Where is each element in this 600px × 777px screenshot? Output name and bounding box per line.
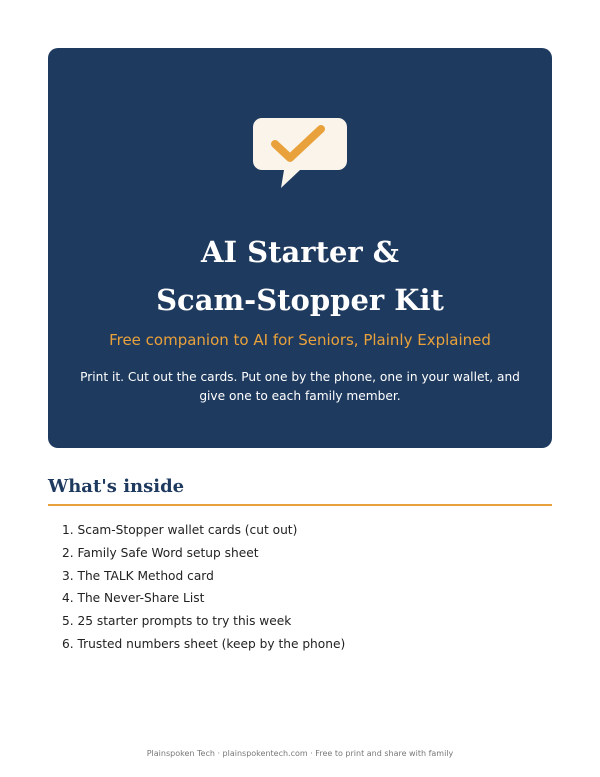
intro-text: Print it. Cut out the cards. Put one by the phone, one in your wallet, and give one to each family member. <box>80 370 520 403</box>
footer-text: Plainspoken Tech · plainspokentech.com · Free to print and share with family <box>146 749 454 758</box>
list-item: 1. Scam-Stopper wallet cards (cut out) <box>62 523 298 537</box>
page-subtitle: Free companion to AI for Seniors, Plainly Explained <box>109 331 491 349</box>
speech-bubble-checkmark-icon <box>253 118 347 190</box>
list-item: 3. The TALK Method card <box>62 568 214 583</box>
title-line-2: Scam-Stopper Kit <box>156 283 444 317</box>
list-item: 5. 25 starter prompts to try this week <box>62 614 292 629</box>
hero-banner <box>48 48 552 448</box>
contents-list <box>62 519 345 656</box>
page-title <box>48 228 552 324</box>
list-item: 2. Family Safe Word setup sheet <box>62 545 259 560</box>
section-heading: What's inside <box>48 476 185 497</box>
list-item: 6. Trusted numbers sheet (keep by the phone) <box>62 636 346 651</box>
list-item: 4. The Never-Share List <box>62 591 205 606</box>
title-line-1: AI Starter & <box>201 235 399 269</box>
section-divider <box>48 504 552 506</box>
